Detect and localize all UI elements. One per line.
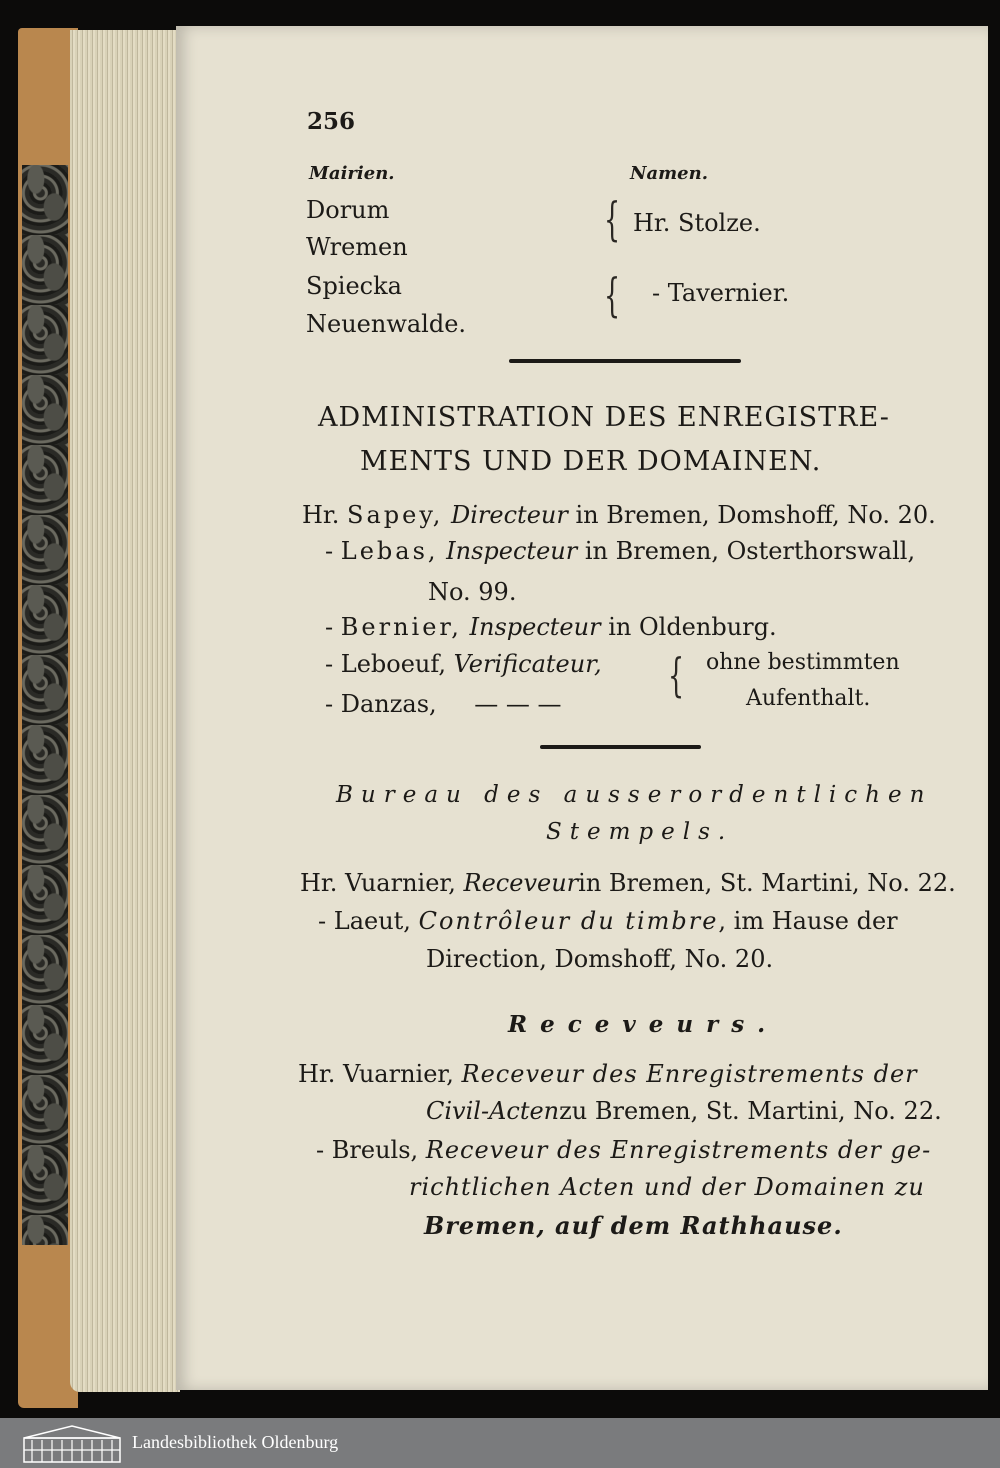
- entry-line: Hr. Vuarnier, Receveur des Enregistrements der: [298, 1060, 918, 1088]
- mairie-row: Neuenwalde.: [306, 310, 467, 338]
- brace-icon: {: [604, 268, 621, 322]
- entry-continuation: No. 99.: [428, 578, 517, 606]
- section-title: MENTS UND DER DOMAINEN.: [360, 446, 822, 477]
- mairie-row: Dorum: [306, 196, 390, 224]
- marbled-cover: [22, 165, 68, 1245]
- mairien-header: Mairien.: [309, 163, 395, 184]
- entry-line: - Danzas, — — —: [325, 690, 562, 718]
- entry-continuation: Civil-Actenzu Bremen, St. Martini, No. 22.: [426, 1097, 942, 1125]
- namen-header: Namen.: [630, 163, 708, 184]
- entry-continuation: richtlichen Acten und der Domainen zu: [409, 1173, 925, 1201]
- page-edges: [70, 30, 180, 1392]
- mairie-row: Spiecka: [306, 272, 402, 300]
- bureau-heading: Bureau des ausserordentlichen: [336, 782, 933, 808]
- divider-rule: [509, 359, 741, 363]
- namen-value: - Tavernier.: [652, 279, 790, 307]
- library-building-icon: [22, 1424, 122, 1464]
- divider-rule: [540, 745, 701, 749]
- brace-note: Aufenthalt.: [746, 686, 871, 711]
- entry-line: Hr. Sapey, Directeur in Bremen, Domshoff, No. 20.: [302, 501, 936, 529]
- receveurs-heading: Receveurs.: [508, 1011, 779, 1038]
- library-name: Landesbibliothek Oldenburg: [132, 1432, 339, 1452]
- namen-value: Hr. Stolze.: [633, 209, 761, 237]
- mairie-row: Wremen: [306, 233, 408, 261]
- entry-line: - Breuls, Receveur des Enregistrements der ge-: [316, 1136, 932, 1164]
- entry-line: - Leboeuf, Verificateur,: [325, 650, 602, 678]
- entry-continuation: Direction, Domshoff, No. 20.: [426, 945, 774, 973]
- entry-line: - Lebas, Inspecteur in Bremen, Osterthorswall,: [325, 537, 916, 565]
- entry-line: - Bernier, Inspecteur in Oldenburg.: [325, 613, 777, 641]
- entry-line: - Laeut, Contrôleur du timbre, im Hause der: [318, 907, 898, 935]
- entry-continuation: Bremen, auf dem Rathhause.: [424, 1211, 843, 1240]
- entry-line: Hr. Vuarnier, Receveurin Bremen, St. Martini, No. 22.: [300, 869, 956, 897]
- brace-note: ohne bestimmten: [706, 650, 900, 675]
- brace-icon: {: [604, 192, 621, 246]
- page-number: 256: [307, 108, 356, 135]
- bureau-heading: Stempels.: [546, 819, 734, 845]
- brace-icon: {: [668, 648, 685, 702]
- section-title: ADMINISTRATION DES ENREGISTRE-: [318, 402, 890, 433]
